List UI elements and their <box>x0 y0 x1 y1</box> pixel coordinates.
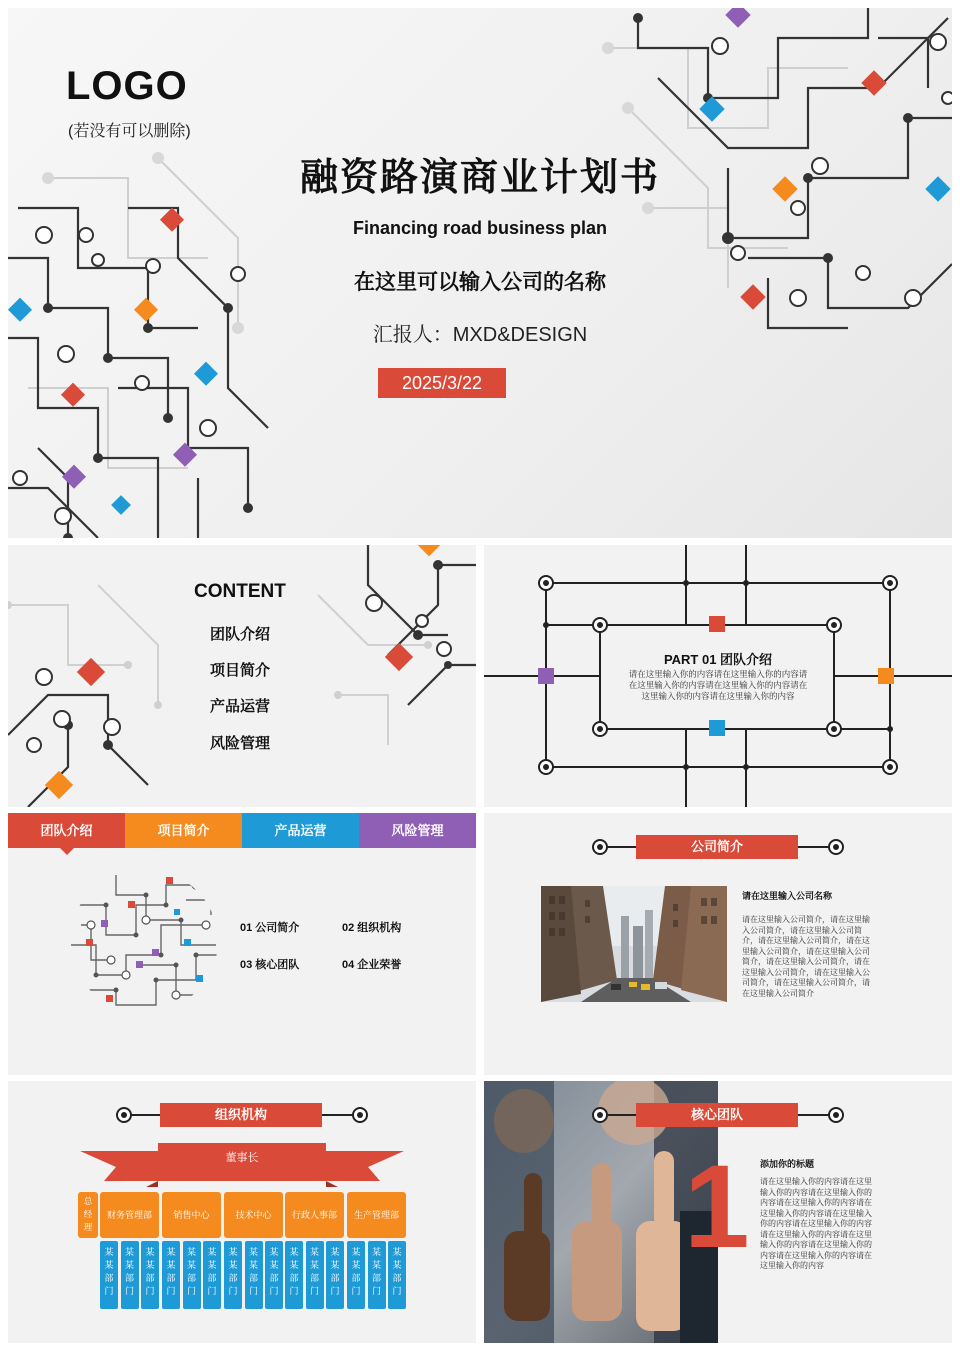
contents-slide <box>8 545 476 807</box>
sub-department-box <box>224 1241 242 1309</box>
sub-department-char: 某 <box>309 1260 319 1270</box>
sub-department-char: 部 <box>371 1273 381 1283</box>
contents-title: CONTENT <box>194 581 286 602</box>
sub-department-char: 部 <box>124 1273 134 1283</box>
sub-department-box <box>265 1241 283 1309</box>
sub-department-char: 门 <box>228 1286 238 1296</box>
sub-department-char: 某 <box>124 1247 134 1257</box>
sub-department-char: 某 <box>248 1247 258 1257</box>
tab-label: 风险管理 <box>391 823 444 838</box>
sub-department-char: 部 <box>392 1273 402 1283</box>
contents-item-project[interactable]: 项目简介 <box>210 662 271 679</box>
reporter: 汇报人：MXD&DESIGN <box>372 324 588 346</box>
tab-label: 产品运营 <box>274 823 327 838</box>
sub-department-char: 某 <box>371 1260 381 1270</box>
sub-department-char: 部 <box>248 1273 258 1283</box>
sub-department-char: 门 <box>104 1286 114 1296</box>
section-item-company[interactable]: 01 公司简介 <box>240 922 300 934</box>
sub-department-char: 部 <box>145 1273 155 1283</box>
sub-department-char: 部 <box>269 1273 279 1283</box>
company-slide <box>484 813 952 1075</box>
sub-department-char: 某 <box>392 1247 402 1257</box>
section-item-organization[interactable]: 02 组织机构 <box>342 922 402 934</box>
section-ribbon: 公司简介 <box>636 835 798 859</box>
circuit-globe-graphic <box>66 865 226 1015</box>
sub-department-box <box>141 1241 159 1309</box>
sub-department-char: 门 <box>124 1286 134 1296</box>
sub-department-char: 某 <box>166 1260 176 1270</box>
sub-department-char: 某 <box>330 1260 340 1270</box>
sub-department-char: 门 <box>269 1286 279 1296</box>
sub-department-char: 某 <box>207 1247 217 1257</box>
part-description: 请在这里输入你的内容请在这里输入你的内容请在这里输入你的内容请在这里输入你的内容请在这里输入你的内容请在这里输入你的内容 <box>628 669 808 701</box>
sub-department-char: 某 <box>269 1260 279 1270</box>
company-name-heading: 请在这里输入公司名称 <box>742 891 833 901</box>
sub-department-char: 部 <box>186 1273 196 1283</box>
organization-slide <box>8 1081 476 1343</box>
sub-department-char: 某 <box>145 1260 155 1270</box>
active-tab-arrow <box>60 848 74 855</box>
sub-department-char: 某 <box>104 1247 114 1257</box>
sub-department-char: 门 <box>166 1286 176 1296</box>
sub-department-char: 某 <box>186 1247 196 1257</box>
date-badge: 2025/3/22 <box>378 368 506 398</box>
chairman-label: 董事长 <box>225 1152 259 1164</box>
contents-item-operation[interactable]: 产品运营 <box>210 698 271 715</box>
core-team-slide <box>484 1081 952 1343</box>
city-street-photo <box>541 886 727 1002</box>
department-sales: 销售中心 <box>162 1192 221 1238</box>
sub-department-char: 某 <box>248 1260 258 1270</box>
sub-department-box <box>368 1241 386 1309</box>
part-title: PART 01 团队介绍 <box>663 652 773 667</box>
sub-department-char: 门 <box>351 1286 361 1296</box>
general-manager-box: 总 经 理 <box>78 1192 98 1238</box>
sub-department-char: 某 <box>207 1260 217 1270</box>
section-item-core-team[interactable]: 03 核心团队 <box>240 959 300 971</box>
sub-department-char: 门 <box>248 1286 258 1296</box>
sub-department-char: 某 <box>186 1260 196 1270</box>
sub-department-char: 部 <box>166 1273 176 1283</box>
sub-department-box <box>245 1241 263 1309</box>
sub-department-char: 某 <box>228 1260 238 1270</box>
sub-department-box <box>183 1241 201 1309</box>
sub-department-box <box>306 1241 324 1309</box>
sub-department-char: 部 <box>330 1273 340 1283</box>
main-title: 融资路演商业计划书 <box>299 157 660 199</box>
sub-department-char: 门 <box>207 1286 217 1296</box>
cover-slide <box>8 8 952 538</box>
team-description: 请在这里输入你的内容请在这里输入你的内容请在这里输入你的内容请在这里输入你的内容请在这里输入你的内容请在这里输入你的内容请在这里输入你的内容请在这里输入你的内容请在这里输入你的内容请在这里输入你的内容请在这里输入你的内容请在这里输入你的内容 <box>760 1177 872 1270</box>
tab-team[interactable] <box>8 813 125 848</box>
subtitle-english: Financing road business plan <box>352 218 608 238</box>
sub-department-box <box>203 1241 221 1309</box>
company-description: 请在这里输入公司简介，请在这里输入公司简介，请在这里输入公司简介，请在这里输入公司简介，请在这里输入公司简介，请在这里输入公司简介，请在这里输入公司简介，请在这里输入公司简介，请在这里输入公司简介，请在这里输入公司简介，请在这里输入公司简介 <box>742 915 870 998</box>
sub-department-char: 门 <box>330 1286 340 1296</box>
sub-department-char: 某 <box>392 1260 402 1270</box>
sub-department-box <box>285 1241 303 1309</box>
sub-department-char: 某 <box>309 1247 319 1257</box>
sub-department-char: 门 <box>186 1286 196 1296</box>
logo: LOGO <box>66 64 188 108</box>
sub-department-char: 门 <box>309 1286 319 1296</box>
sub-department-char: 门 <box>289 1286 299 1296</box>
sub-department-char: 某 <box>124 1260 134 1270</box>
sub-department-char: 部 <box>309 1273 319 1283</box>
section-item-honors[interactable]: 04 企业荣誉 <box>342 959 402 971</box>
sub-department-char: 门 <box>371 1286 381 1296</box>
tab-operation[interactable] <box>242 813 359 848</box>
sub-department-char: 部 <box>207 1273 217 1283</box>
sub-department-box <box>388 1241 406 1309</box>
sub-department-char: 某 <box>371 1247 381 1257</box>
sub-department-box <box>121 1241 139 1309</box>
sub-department-char: 某 <box>228 1247 238 1257</box>
sections-slide <box>8 813 476 1075</box>
tab-label: 项目简介 <box>157 823 210 838</box>
team-member-number: 1 <box>684 1141 750 1273</box>
sub-department-char: 某 <box>289 1247 299 1257</box>
sub-department-box <box>347 1241 365 1309</box>
sub-department-char: 某 <box>289 1260 299 1270</box>
sub-department-char: 某 <box>351 1247 361 1257</box>
sub-department-char: 某 <box>351 1260 361 1270</box>
sub-department-char: 部 <box>104 1273 114 1283</box>
department-tech: 技术中心 <box>224 1192 283 1238</box>
part-slide <box>484 545 952 807</box>
tab-project[interactable] <box>125 813 242 848</box>
sub-department-char: 某 <box>104 1260 114 1270</box>
sub-department-char: 门 <box>145 1286 155 1296</box>
department-production: 生产管理部 <box>347 1192 406 1238</box>
sub-department-char: 某 <box>269 1247 279 1257</box>
sub-department-box <box>100 1241 118 1309</box>
section-ribbon: 组织机构 <box>160 1103 322 1127</box>
sub-department-box <box>326 1241 344 1309</box>
sub-department-char: 部 <box>289 1273 299 1283</box>
sub-department-box <box>162 1241 180 1309</box>
contents-item-team[interactable]: 团队介绍 <box>210 626 271 643</box>
sub-department-char: 某 <box>330 1247 340 1257</box>
sub-department-char: 某 <box>145 1247 155 1257</box>
tab-label: 团队介绍 <box>40 823 93 838</box>
logo-note: (若没有可以删除) <box>68 123 191 140</box>
department-hr: 行政人事部 <box>285 1192 344 1238</box>
tab-risk[interactable] <box>359 813 476 848</box>
sub-department-char: 部 <box>228 1273 238 1283</box>
sub-department-char: 门 <box>392 1286 402 1296</box>
sub-department-char: 某 <box>166 1247 176 1257</box>
section-ribbon: 核心团队 <box>636 1103 798 1127</box>
department-finance: 财务管理部 <box>100 1192 159 1238</box>
company-name-placeholder: 在这里可以输入公司的名称 <box>354 271 606 294</box>
sub-department-char: 部 <box>351 1273 361 1283</box>
contents-item-risk[interactable]: 风险管理 <box>210 735 271 752</box>
team-heading: 添加你的标题 <box>760 1159 815 1169</box>
